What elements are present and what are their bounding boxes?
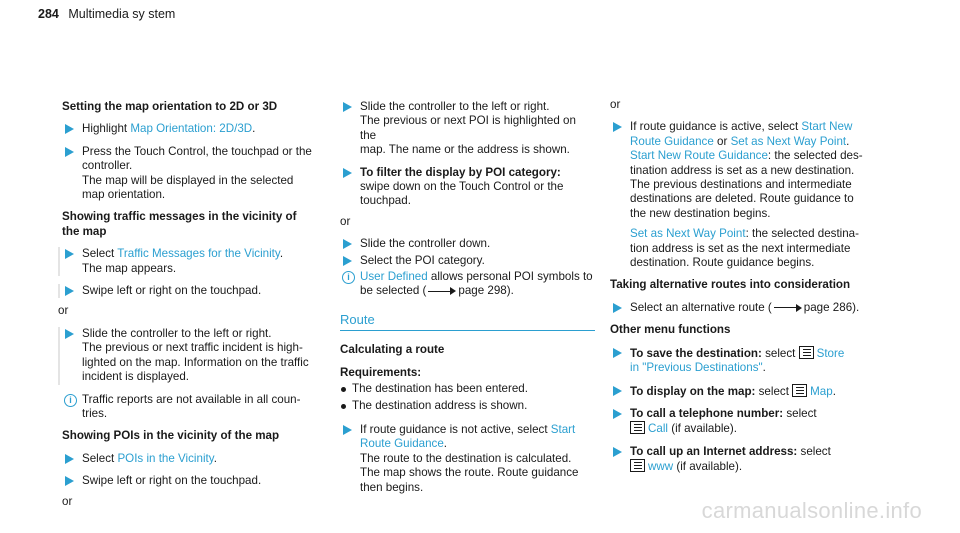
step-internet-address: To call up an Internet address: select www (if available). [610, 445, 878, 475]
page-reference-arrow-icon [774, 301, 802, 315]
menu-link-traffic-messages[interactable]: Traffic Messages for the Vicinity [117, 247, 280, 261]
step-slide-down: Slide the controller down. [340, 237, 595, 251]
step-arrow-icon [613, 447, 622, 457]
heading-other-menu-functions: Other menu functions [610, 323, 731, 337]
step-highlight-orientation: Highlight Map Orientation: 2D/3D. [62, 122, 330, 136]
menu-link-start-new-route[interactable]: Route Guidance [630, 134, 714, 148]
step-press-control: Press the Touch Control, the touchpad or the controller. The map will be displayed in the selected map orientation. [62, 145, 330, 203]
step-arrow-icon [613, 386, 622, 396]
column-1 [58, 100, 330, 517]
step-arrow-icon [343, 102, 352, 112]
requirement-item: The destination address is shown. [340, 399, 595, 413]
menu-icon [799, 346, 814, 359]
page-reference[interactable]: page 286). [803, 300, 860, 314]
page-header [38, 7, 175, 21]
page-reference-arrow-icon [428, 284, 456, 298]
info-icon: i [342, 271, 355, 284]
step-arrow-icon [613, 409, 622, 419]
menu-link-call[interactable]: Call [648, 422, 668, 436]
menu-link-user-defined[interactable]: User Defined [360, 270, 428, 284]
requirement-item: The destination has been entered. [340, 382, 595, 396]
note-user-defined: i User Defined allows personal POI symbols to be selected ( page 298). [340, 270, 595, 299]
menu-link-set-next-waypoint[interactable]: Set as Next Way Point [730, 134, 847, 148]
step-arrow-icon [613, 122, 622, 132]
step-start-route: If route guidance is not active, select Start Route Guidance. The route to the destination is calculated. The map shows the route. Route guidance then begins. [340, 423, 595, 495]
step-select-category: Select the POI category. [340, 254, 595, 268]
step-save-destination: To save the destination: select Store in "Previous Destinations". [610, 346, 878, 376]
section-title-route: Route [340, 313, 595, 331]
step-arrow-icon [65, 476, 74, 486]
step-arrow-icon [343, 168, 352, 178]
step-slide-traffic: Slide the controller to the left or right. The previous or next traffic incident is high- lighted on the map. Information on the traffic incident is displayed. [58, 327, 330, 385]
watermark: carmanualsonline.info [701, 498, 922, 523]
step-arrow-icon [65, 329, 74, 339]
step-arrow-icon [65, 454, 74, 464]
step-arrow-icon [343, 256, 352, 266]
step-swipe-traffic: Swipe left or right on the touchpad. [58, 284, 330, 298]
step-route-active: If route guidance is active, select Start New Route Guidance or Set as Next Way Point. Start New Route Guidance: the selected des- tination address is set as a new destination. The previous destinations and intermediate destinations are deleted. Route guidance to the new destination begins. Set as Next Way Point: the selected destina- tion address is set as the next intermediate destination. Route guidance begins. [610, 120, 878, 270]
or-text: or [58, 304, 69, 318]
section-name: Multimedia sy stem [68, 7, 176, 21]
step-arrow-icon [613, 348, 622, 358]
menu-link-start-new-route[interactable]: Start New Route Guidance [630, 149, 768, 163]
menu-link-start-route-guidance[interactable]: Route Guidance [360, 437, 444, 451]
or-text: or [62, 494, 73, 508]
menu-link-start-route-guidance[interactable]: Start [550, 422, 576, 436]
menu-icon [630, 459, 645, 472]
step-arrow-icon [343, 425, 352, 435]
step-arrow-icon [613, 303, 622, 313]
step-select-traffic: Select Traffic Messages for the Vicinity. The map appears. [58, 247, 330, 276]
heading-traffic-messages: Showing traffic messages in the vicinity of the map [62, 210, 297, 238]
step-filter-category: To filter the display by POI category: swipe down on the Touch Control or the touchpad. [340, 166, 595, 209]
menu-link-set-next-waypoint[interactable]: Set as Next Way Point [630, 227, 746, 241]
heading-map-orientation: Setting the map orientation to 2D or 3D [62, 100, 278, 113]
step-swipe-pois: Swipe left or right on the touchpad. [62, 474, 330, 488]
or-text: or [610, 98, 621, 111]
step-arrow-icon [65, 147, 74, 157]
menu-link-map[interactable]: Map [810, 384, 833, 398]
step-call-number: To call a telephone number: select Call (if available). [610, 407, 878, 437]
page-reference[interactable]: page 298). [458, 284, 514, 298]
step-slide-pois: Slide the controller to the left or right. The previous or next POI is highlighted on the map. The name or the address is shown. [340, 100, 595, 158]
column-2 [340, 100, 595, 503]
menu-link-www[interactable]: www [648, 460, 674, 474]
step-alternative-route: Select an alternative route ( page 286). [610, 301, 878, 315]
step-select-pois: Select POIs in the Vicinity. [62, 452, 330, 466]
column-3 [610, 100, 878, 483]
heading-alternative-routes: Taking alternative routes into consideration [610, 278, 851, 292]
step-arrow-icon [65, 286, 74, 296]
menu-link-store[interactable]: Store [816, 346, 845, 360]
menu-icon [630, 421, 645, 434]
or-text: or [340, 214, 351, 228]
menu-link-store[interactable]: in "Previous Destinations" [630, 361, 763, 375]
menu-link-map-orientation[interactable]: Map Orientation: 2D/3D [130, 122, 253, 136]
page-number: 284 [38, 7, 59, 21]
menu-link-start-new-route[interactable]: Start New [801, 120, 853, 134]
step-arrow-icon [65, 124, 74, 134]
step-arrow-icon [343, 239, 352, 249]
heading-pois: Showing POIs in the vicinity of the map [62, 429, 280, 443]
info-icon: i [64, 394, 77, 407]
heading-calculating-route: Calculating a route [340, 343, 445, 357]
menu-icon [792, 384, 807, 397]
requirements-label: Requirements: [340, 365, 422, 379]
step-arrow-icon [65, 249, 74, 259]
step-display-map: To display on the map: select Map. [610, 384, 878, 399]
menu-link-pois[interactable]: POIs in the Vicinity [117, 451, 214, 465]
note-traffic-availability: i Traffic reports are not available in all coun- tries. [62, 393, 330, 422]
